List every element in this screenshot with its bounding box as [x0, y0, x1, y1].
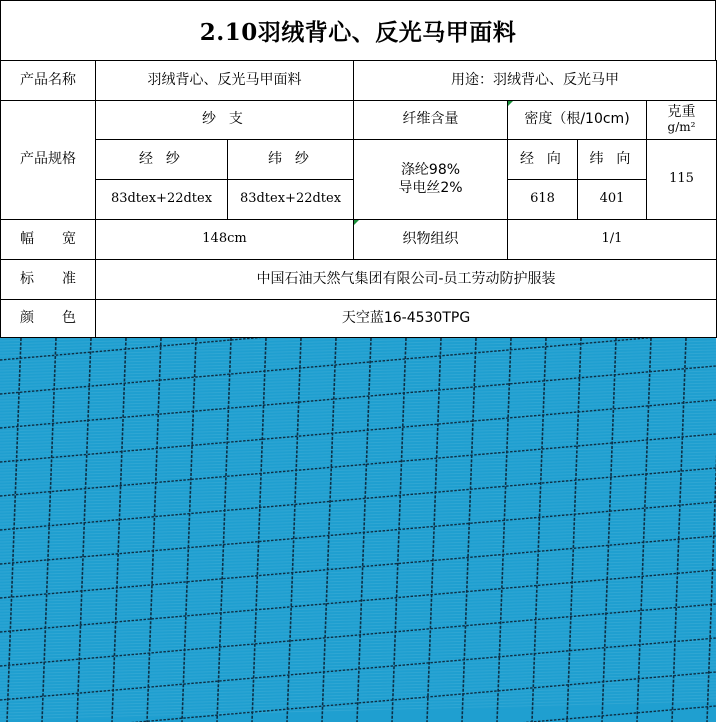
ripstop-grid: [0, 338, 716, 722]
weft-direction-label: 纬 向: [578, 140, 647, 180]
grid-line-vertical: [532, 338, 546, 722]
row-product-name: [1, 61, 717, 101]
fabric-swatch-image: [0, 338, 716, 722]
spec-table: [0, 60, 717, 338]
weight-value: 115: [647, 140, 717, 220]
fiber-content-value: [354, 140, 508, 220]
warp-density-value: 618: [508, 180, 578, 220]
usage-value: 用途：羽绒背心、反光马甲: [354, 61, 717, 101]
weight-unit: g/m²: [667, 120, 696, 134]
row-yarn-direction: [1, 140, 717, 180]
yarn-count-label: 纱 支: [96, 101, 354, 140]
weave-label: [354, 220, 508, 260]
row-standard: [1, 260, 717, 300]
weave-texture-line: [0, 338, 716, 347]
weight-label: [647, 101, 717, 140]
fiber-content-label: 纤维含量: [354, 101, 508, 140]
density-label-text: 密度（根/10cm): [524, 111, 630, 128]
spec-label: 产品规格: [1, 101, 96, 220]
weft-yarn-value: 83dtex+22dtex: [228, 180, 354, 220]
width-label: 幅 宽: [1, 220, 96, 260]
grid-line-vertical: [42, 338, 56, 722]
width-value: 148cm: [96, 220, 354, 260]
weave-label-text: 织物组织: [402, 230, 459, 247]
grid-line-vertical: [287, 338, 301, 722]
color-value: 天空蓝16-4530TPG: [96, 300, 717, 338]
page-title: 2.10羽绒背心、反光马甲面料: [0, 0, 716, 60]
standard-label: 标 准: [1, 260, 96, 300]
grid-line-vertical: [637, 338, 651, 722]
cell-marker: [508, 101, 513, 106]
warp-direction-label: 经 向: [508, 140, 578, 180]
weight-label-text: 克重: [667, 103, 696, 120]
row-color: [1, 300, 717, 338]
weft-yarn-label: 纬 纱: [228, 140, 354, 180]
weft-density-value: 401: [578, 180, 647, 220]
product-name-label: 产品名称: [1, 61, 96, 101]
density-label: [508, 101, 647, 140]
weave-value: 1/1: [508, 220, 717, 260]
warp-yarn-value: 83dtex+22dtex: [96, 180, 228, 220]
row-spec-header: [1, 101, 717, 140]
fiber-polyester: 涤纶98%: [400, 162, 461, 178]
color-label: 颜 色: [1, 300, 96, 338]
warp-yarn-label: 经 纱: [96, 140, 228, 180]
standard-value: 中国石油天然气集团有限公司-员工劳动防护服装: [96, 260, 717, 300]
fiber-conductive: 导电丝2%: [398, 179, 463, 196]
cell-marker: [354, 220, 359, 225]
row-width: [1, 220, 717, 260]
product-name-value: 羽绒背心、反光马甲面料: [96, 61, 354, 101]
grid-line-vertical: [182, 338, 196, 722]
